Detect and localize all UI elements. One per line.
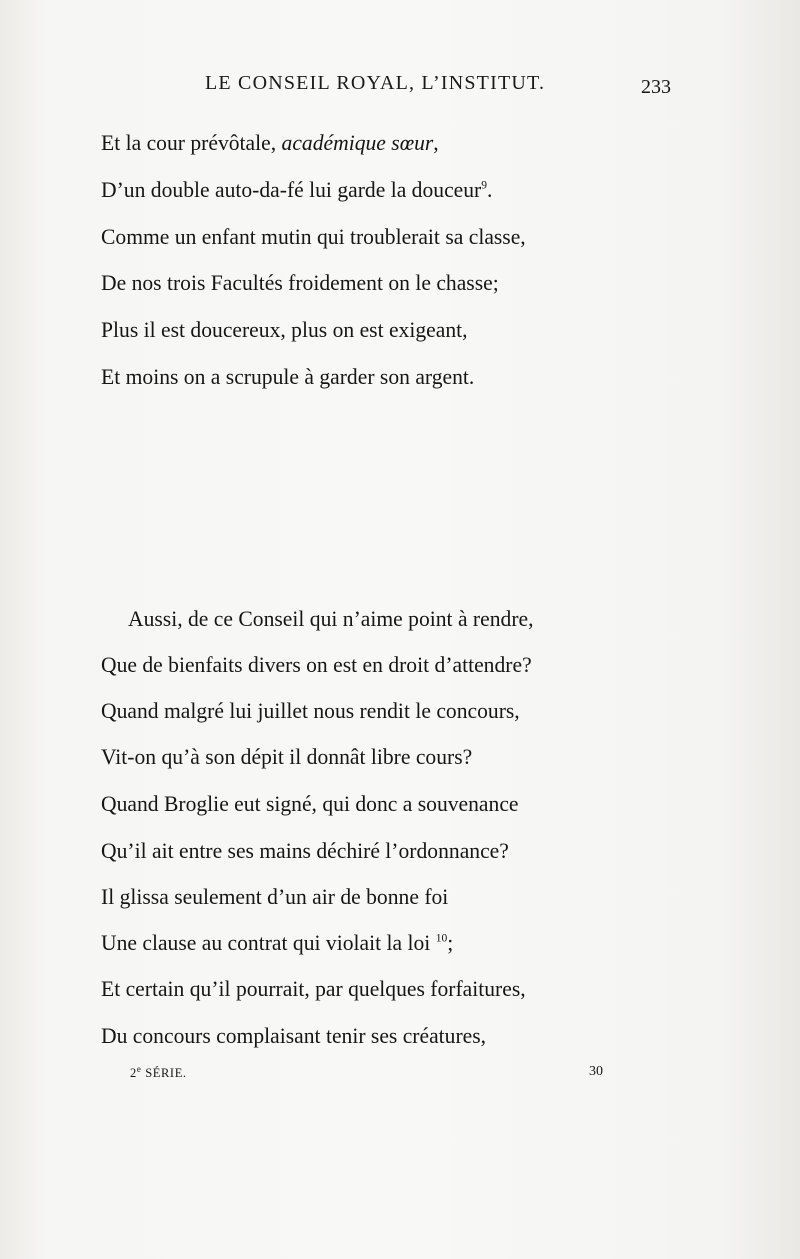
verse-line: Quand Broglie eut signé, qui donc a souvenance xyxy=(101,791,519,816)
italic-phrase: académique sœur xyxy=(281,130,434,155)
verse-line: Quand malgré lui juillet nous rendit le concours, xyxy=(101,698,520,723)
footnote-ref: 9 xyxy=(481,177,488,192)
verse-line: Vit-on qu’à son dépit il donnât libre cours? xyxy=(101,744,473,769)
verse-line: D’un double auto-da-fé lui garde la douceur$^9$. xyxy=(101,177,493,202)
page-number: 233 xyxy=(641,76,671,98)
verse-line: Comme un enfant mutin qui troublerait sa classe, xyxy=(101,224,526,249)
verse-line: Il glissa seulement d’un air de bonne foi xyxy=(101,884,449,909)
running-title: LE CONSEIL ROYAL, L’INSTITUT. xyxy=(205,72,546,94)
verse-line: De nos trois Facultés froidement on le chasse; xyxy=(101,270,499,295)
verse-line: Et moins on a scrupule à garder son argent. xyxy=(101,364,475,389)
verse-line: Et la cour prévôtale, académique sœur, xyxy=(101,130,439,155)
verse-line: Que de bienfaits divers on est en droit d’attendre? xyxy=(101,652,532,677)
verse-line: Et certain qu’il pourrait, par quelques forfaitures, xyxy=(101,976,526,1001)
verse-line: Une clause au contrat qui violait la loi $^{10}$; xyxy=(101,930,454,955)
footnote-ref: 10 xyxy=(435,930,448,945)
signature-mark: 30 xyxy=(589,1064,603,1079)
verse-line: Qu’il ait entre ses mains déchiré l’ordonnance? xyxy=(101,838,509,863)
verse-line: Du concours complaisant tenir ses créatures, xyxy=(101,1023,487,1048)
verse-line: Plus il est doucereux, plus on est exigeant, xyxy=(101,317,468,342)
verse-line: Aussi, de ce Conseil qui n’aime point à rendre, xyxy=(128,606,534,631)
series-mark: 2e SÉRIE. xyxy=(130,1064,187,1081)
